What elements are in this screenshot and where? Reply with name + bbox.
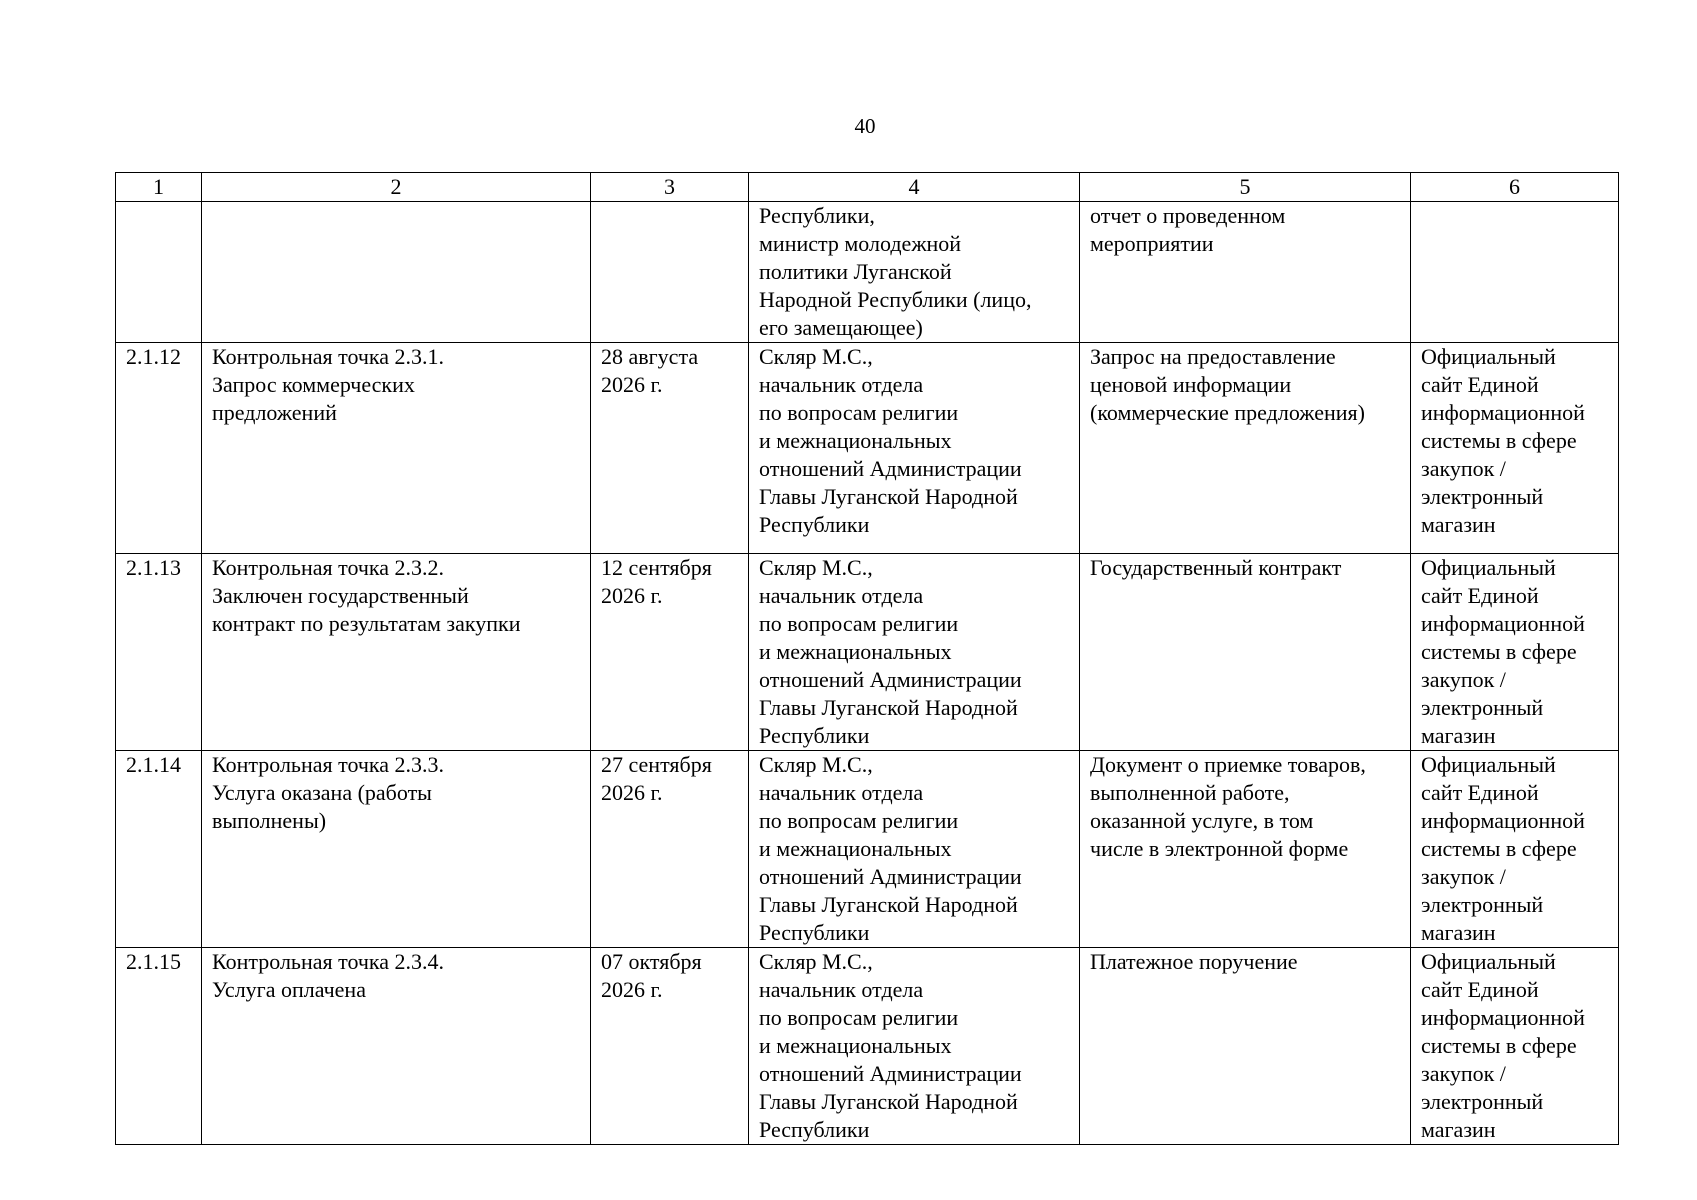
responsible-cell: Скляр М.С., начальник отдела по вопросам религии и межнациональных отношений Администрации Главы Луганской Народной Республики	[749, 751, 1080, 948]
result-document-cell: Документ о приемке товаров, выполненной работе, оказанной услуге, в том числе в электронной форме	[1080, 751, 1411, 948]
responsible-cell: Скляр М.С., начальник отдела по вопросам религии и межнациональных отношений Администрации Главы Луганской Народной Республики	[749, 948, 1080, 1145]
column-header-3: 3	[591, 173, 749, 202]
date-cell: 27 сентября 2026 г.	[591, 751, 749, 948]
event-cell: Контрольная точка 2.3.1. Запрос коммерческих предложений	[202, 343, 591, 554]
row-number-cell	[116, 202, 202, 343]
table-row	[116, 751, 1619, 948]
column-header-4: 4	[749, 173, 1080, 202]
responsible-cell: Республики, министр молодежной политики Луганской Народной Республики (лицо, его замещающее)	[749, 202, 1080, 343]
event-cell: Контрольная точка 2.3.2. Заключен государственный контракт по результатам закупки	[202, 554, 591, 751]
table-row	[116, 343, 1619, 554]
table-row	[116, 948, 1619, 1145]
column-header-2: 2	[202, 173, 591, 202]
responsible-cell: Скляр М.С., начальник отдела по вопросам религии и межнациональных отношений Администрации Главы Луганской Народной Республики	[749, 554, 1080, 751]
row-number-cell: 2.1.15	[116, 948, 202, 1145]
responsible-cell: Скляр М.С., начальник отдела по вопросам религии и межнациональных отношений Администрации Главы Луганской Народной Республики	[749, 343, 1080, 554]
result-document-cell: отчет о проведенном мероприятии	[1080, 202, 1411, 343]
column-number-row	[116, 173, 1619, 202]
column-header-5: 5	[1080, 173, 1411, 202]
row-number-cell: 2.1.13	[116, 554, 202, 751]
result-document-cell: Государственный контракт	[1080, 554, 1411, 751]
row-number-cell: 2.1.14	[116, 751, 202, 948]
information-source-cell: Официальный сайт Единой информационной системы в сфере закупок / электронный магазин	[1411, 948, 1619, 1145]
event-cell	[202, 202, 591, 343]
result-document-cell: Запрос на предоставление ценовой информации (коммерческие предложения)	[1080, 343, 1411, 554]
information-source-cell	[1411, 202, 1619, 343]
information-source-cell: Официальный сайт Единой информационной системы в сфере закупок / электронный магазин	[1411, 343, 1619, 554]
page-number: 40	[854, 114, 876, 138]
date-cell	[591, 202, 749, 343]
row-number-cell: 2.1.12	[116, 343, 202, 554]
date-cell: 07 октября 2026 г.	[591, 948, 749, 1145]
column-header-1: 1	[116, 173, 202, 202]
information-source-cell: Официальный сайт Единой информационной системы в сфере закупок / электронный магазин	[1411, 751, 1619, 948]
event-cell: Контрольная точка 2.3.4. Услуга оплачена	[202, 948, 591, 1145]
table-row	[116, 202, 1619, 343]
date-cell: 12 сентября 2026 г.	[591, 554, 749, 751]
control-points-table	[115, 172, 1619, 1145]
table-row	[116, 554, 1619, 751]
column-header-6: 6	[1411, 173, 1619, 202]
information-source-cell: Официальный сайт Единой информационной системы в сфере закупок / электронный магазин	[1411, 554, 1619, 751]
result-document-cell: Платежное поручение	[1080, 948, 1411, 1145]
date-cell: 28 августа 2026 г.	[591, 343, 749, 554]
event-cell: Контрольная точка 2.3.3. Услуга оказана (работы выполнены)	[202, 751, 591, 948]
